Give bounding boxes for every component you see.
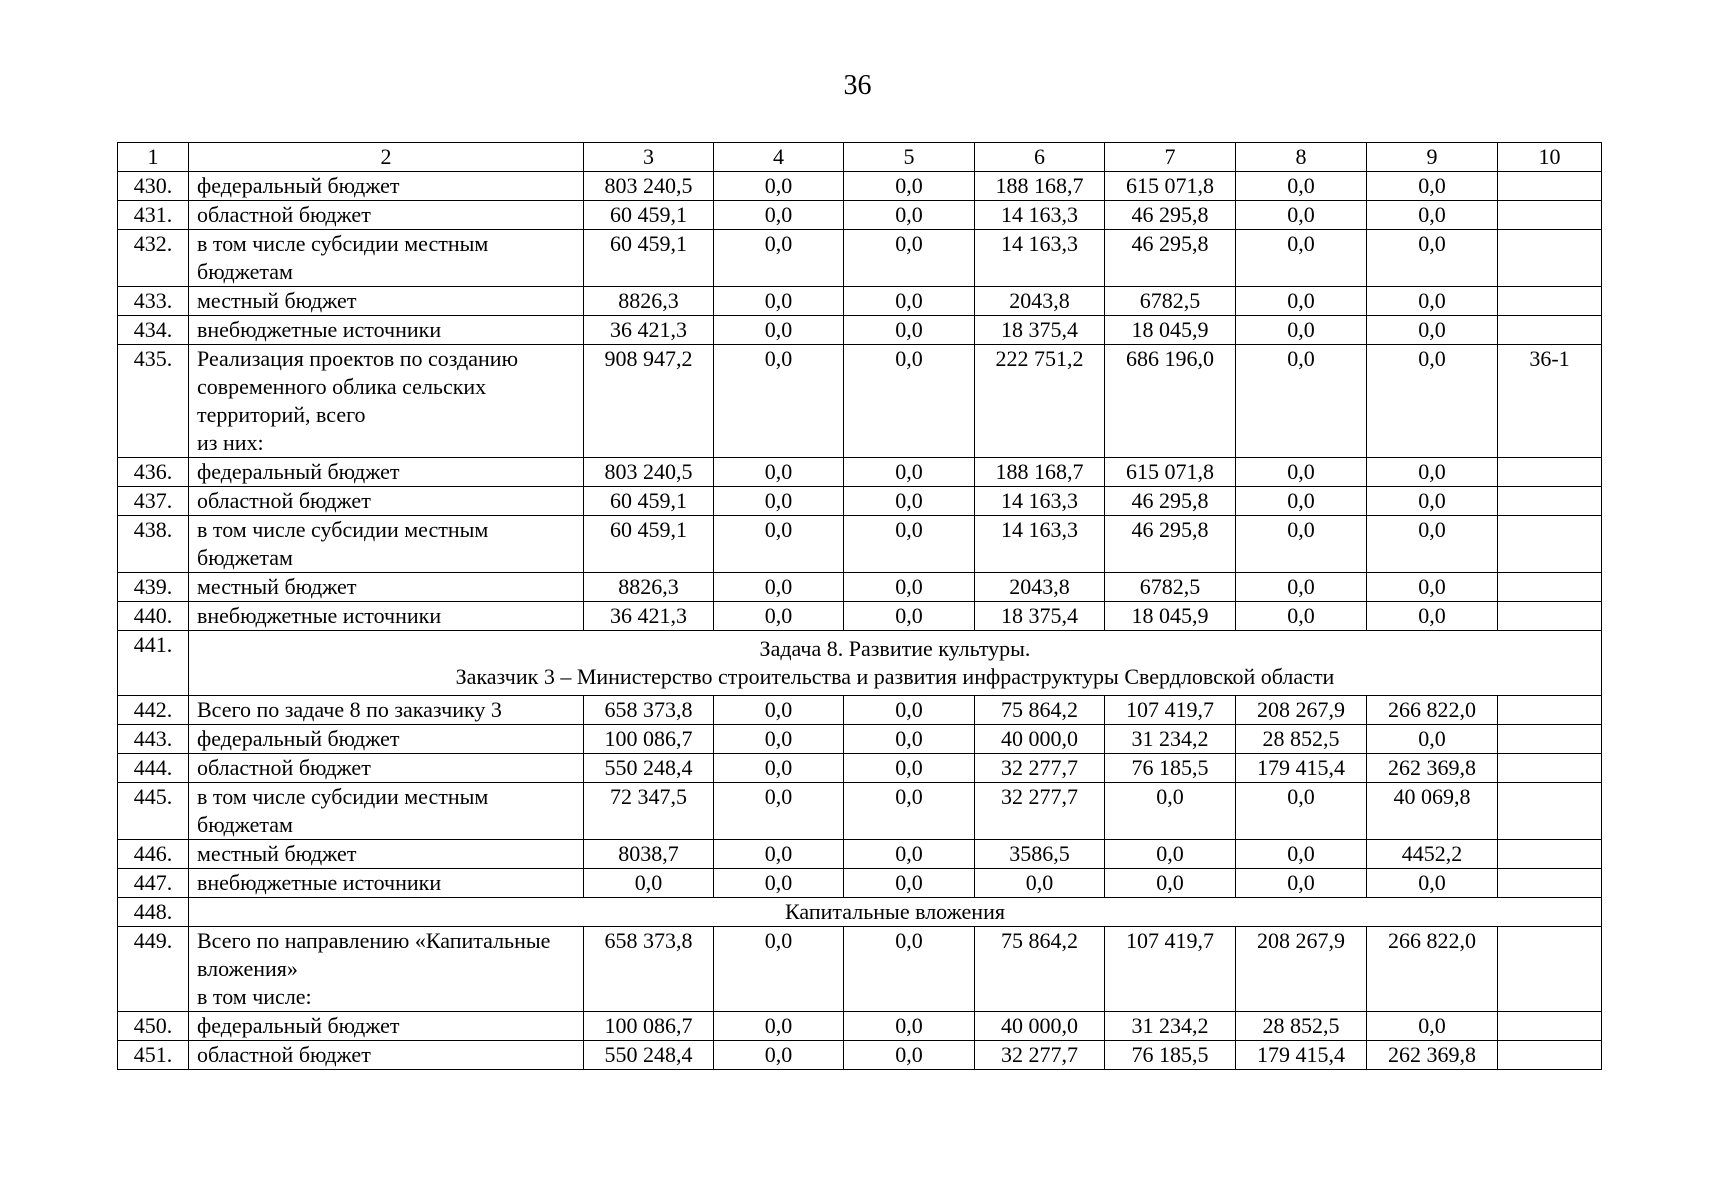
- value-cell: 0,0: [844, 927, 975, 1012]
- column-header: 5: [844, 143, 975, 172]
- row-name-cell: федеральный бюджет: [189, 725, 584, 754]
- value-cell: 0,0: [1236, 783, 1367, 840]
- value-cell: 76 185,5: [1105, 754, 1236, 783]
- value-cell: 0,0: [1367, 1012, 1498, 1041]
- note-cell: [1498, 230, 1602, 287]
- row-number-cell: 449.: [118, 927, 189, 1012]
- value-cell: 60 459,1: [584, 487, 714, 516]
- value-cell: 0,0: [1236, 602, 1367, 631]
- value-cell: 550 248,4: [584, 754, 714, 783]
- value-cell: 179 415,4: [1236, 754, 1367, 783]
- row-number-cell: 434.: [118, 316, 189, 345]
- value-cell: 18 045,9: [1105, 602, 1236, 631]
- row-number-cell: 447.: [118, 869, 189, 898]
- note-cell: [1498, 573, 1602, 602]
- value-cell: 14 163,3: [975, 201, 1105, 230]
- value-cell: 0,0: [584, 869, 714, 898]
- row-number-cell: 446.: [118, 840, 189, 869]
- column-header: 7: [1105, 143, 1236, 172]
- value-cell: 6782,5: [1105, 287, 1236, 316]
- value-cell: 0,0: [714, 458, 844, 487]
- row-name-cell: федеральный бюджет: [189, 1012, 584, 1041]
- note-cell: [1498, 201, 1602, 230]
- section-heading-cell: Задача 8. Развитие культуры. Заказчик 3 – Министерство строительства и развития инфраструктуры Свердловской области: [189, 631, 1602, 696]
- row-number-cell: 444.: [118, 754, 189, 783]
- row-number-cell: 440.: [118, 602, 189, 631]
- value-cell: 0,0: [714, 287, 844, 316]
- value-cell: 40 000,0: [975, 1012, 1105, 1041]
- row-number-cell: 442.: [118, 696, 189, 725]
- note-cell: [1498, 927, 1602, 1012]
- table-row: [118, 927, 1602, 1012]
- note-cell: [1498, 754, 1602, 783]
- value-cell: 0,0: [844, 573, 975, 602]
- row-number-cell: 437.: [118, 487, 189, 516]
- table-row: [118, 602, 1602, 631]
- value-cell: 179 415,4: [1236, 1041, 1367, 1070]
- value-cell: 40 069,8: [1367, 783, 1498, 840]
- value-cell: 18 045,9: [1105, 316, 1236, 345]
- row-number-cell: 448.: [118, 898, 189, 927]
- page-number: 36: [843, 70, 872, 101]
- value-cell: 46 295,8: [1105, 487, 1236, 516]
- note-cell: [1498, 602, 1602, 631]
- value-cell: 0,0: [975, 869, 1105, 898]
- value-cell: 0,0: [714, 345, 844, 458]
- table-row: [118, 725, 1602, 754]
- value-cell: 0,0: [714, 230, 844, 287]
- value-cell: 0,0: [714, 316, 844, 345]
- table-row: [118, 696, 1602, 725]
- table-row: [118, 1012, 1602, 1041]
- value-cell: 0,0: [714, 783, 844, 840]
- row-name-cell: областной бюджет: [189, 1041, 584, 1070]
- value-cell: 0,0: [844, 287, 975, 316]
- value-cell: 0,0: [844, 1041, 975, 1070]
- value-cell: 262 369,8: [1367, 754, 1498, 783]
- table-row: [118, 316, 1602, 345]
- value-cell: 615 071,8: [1105, 458, 1236, 487]
- value-cell: 0,0: [844, 230, 975, 287]
- value-cell: 658 373,8: [584, 696, 714, 725]
- row-number-cell: 443.: [118, 725, 189, 754]
- column-header: 9: [1367, 143, 1498, 172]
- table-row: [118, 172, 1602, 201]
- row-number-cell: 450.: [118, 1012, 189, 1041]
- table-row: [118, 840, 1602, 869]
- value-cell: 40 000,0: [975, 725, 1105, 754]
- value-cell: 0,0: [1236, 869, 1367, 898]
- value-cell: 0,0: [1236, 172, 1367, 201]
- value-cell: 2043,8: [975, 573, 1105, 602]
- value-cell: 0,0: [1236, 201, 1367, 230]
- row-name-cell: областной бюджет: [189, 754, 584, 783]
- value-cell: 0,0: [714, 602, 844, 631]
- value-cell: 60 459,1: [584, 201, 714, 230]
- table-row: [118, 516, 1602, 573]
- note-cell: [1498, 316, 1602, 345]
- note-cell: [1498, 516, 1602, 573]
- row-number-cell: 432.: [118, 230, 189, 287]
- value-cell: 0,0: [1236, 487, 1367, 516]
- note-cell: [1498, 783, 1602, 840]
- value-cell: 0,0: [1367, 287, 1498, 316]
- row-name-cell: внебюджетные источники: [189, 316, 584, 345]
- column-header: 3: [584, 143, 714, 172]
- column-header: 2: [189, 143, 584, 172]
- note-cell: [1498, 1041, 1602, 1070]
- row-number-cell: 436.: [118, 458, 189, 487]
- value-cell: 32 277,7: [975, 754, 1105, 783]
- value-cell: 32 277,7: [975, 783, 1105, 840]
- value-cell: 0,0: [844, 696, 975, 725]
- value-cell: 28 852,5: [1236, 1012, 1367, 1041]
- value-cell: 0,0: [844, 840, 975, 869]
- note-cell: [1498, 725, 1602, 754]
- row-number-cell: 438.: [118, 516, 189, 573]
- table-body: [118, 172, 1602, 1070]
- header-row: [118, 143, 1602, 172]
- value-cell: 188 168,7: [975, 172, 1105, 201]
- column-header: 10: [1498, 143, 1602, 172]
- value-cell: 14 163,3: [975, 230, 1105, 287]
- row-number-cell: 435.: [118, 345, 189, 458]
- value-cell: 18 375,4: [975, 316, 1105, 345]
- row-number-cell: 439.: [118, 573, 189, 602]
- value-cell: 208 267,9: [1236, 696, 1367, 725]
- table-row: [118, 458, 1602, 487]
- table-row: [118, 345, 1602, 458]
- row-name-cell: внебюджетные источники: [189, 869, 584, 898]
- value-cell: 6782,5: [1105, 573, 1236, 602]
- table-row: [118, 898, 1602, 927]
- table-row: [118, 487, 1602, 516]
- table-row: [118, 754, 1602, 783]
- note-cell: [1498, 172, 1602, 201]
- value-cell: 100 086,7: [584, 725, 714, 754]
- row-name-cell: федеральный бюджет: [189, 458, 584, 487]
- value-cell: 550 248,4: [584, 1041, 714, 1070]
- column-header: 1: [118, 143, 189, 172]
- value-cell: 0,0: [1367, 516, 1498, 573]
- value-cell: 188 168,7: [975, 458, 1105, 487]
- value-cell: 4452,2: [1367, 840, 1498, 869]
- value-cell: 0,0: [844, 783, 975, 840]
- value-cell: 100 086,7: [584, 1012, 714, 1041]
- value-cell: 0,0: [714, 487, 844, 516]
- value-cell: 0,0: [1367, 201, 1498, 230]
- value-cell: 0,0: [1367, 458, 1498, 487]
- value-cell: 0,0: [1236, 458, 1367, 487]
- value-cell: 0,0: [1236, 230, 1367, 287]
- value-cell: 0,0: [1367, 602, 1498, 631]
- value-cell: 0,0: [1236, 316, 1367, 345]
- value-cell: 0,0: [1367, 869, 1498, 898]
- value-cell: 0,0: [844, 458, 975, 487]
- row-number-cell: 433.: [118, 287, 189, 316]
- value-cell: 615 071,8: [1105, 172, 1236, 201]
- value-cell: 8038,7: [584, 840, 714, 869]
- value-cell: 686 196,0: [1105, 345, 1236, 458]
- note-cell: [1498, 287, 1602, 316]
- value-cell: 0,0: [1236, 345, 1367, 458]
- value-cell: 0,0: [844, 487, 975, 516]
- row-number-cell: 441.: [118, 631, 189, 696]
- value-cell: 0,0: [1367, 573, 1498, 602]
- value-cell: 18 375,4: [975, 602, 1105, 631]
- value-cell: 36 421,3: [584, 316, 714, 345]
- value-cell: 0,0: [1367, 725, 1498, 754]
- value-cell: 803 240,5: [584, 172, 714, 201]
- value-cell: 803 240,5: [584, 458, 714, 487]
- value-cell: 266 822,0: [1367, 927, 1498, 1012]
- value-cell: 0,0: [1105, 869, 1236, 898]
- note-cell: [1498, 458, 1602, 487]
- value-cell: 0,0: [844, 754, 975, 783]
- table-row: [118, 230, 1602, 287]
- row-name-cell: областной бюджет: [189, 201, 584, 230]
- row-number-cell: 430.: [118, 172, 189, 201]
- value-cell: 0,0: [1236, 287, 1367, 316]
- value-cell: 0,0: [714, 927, 844, 1012]
- table-row: [118, 783, 1602, 840]
- value-cell: 2043,8: [975, 287, 1105, 316]
- value-cell: 0,0: [1367, 230, 1498, 287]
- value-cell: 0,0: [1105, 783, 1236, 840]
- value-cell: 46 295,8: [1105, 230, 1236, 287]
- note-cell: [1498, 1012, 1602, 1041]
- value-cell: 0,0: [1367, 172, 1498, 201]
- row-name-cell: местный бюджет: [189, 573, 584, 602]
- value-cell: 14 163,3: [975, 516, 1105, 573]
- value-cell: 0,0: [1367, 316, 1498, 345]
- value-cell: 0,0: [714, 201, 844, 230]
- value-cell: 908 947,2: [584, 345, 714, 458]
- row-number-cell: 445.: [118, 783, 189, 840]
- value-cell: 36 421,3: [584, 602, 714, 631]
- value-cell: 0,0: [714, 516, 844, 573]
- column-header: 8: [1236, 143, 1367, 172]
- value-cell: 8826,3: [584, 573, 714, 602]
- table-row: [118, 1041, 1602, 1070]
- value-cell: 0,0: [714, 869, 844, 898]
- note-cell: [1498, 696, 1602, 725]
- row-name-cell: местный бюджет: [189, 840, 584, 869]
- column-header: 4: [714, 143, 844, 172]
- value-cell: 46 295,8: [1105, 201, 1236, 230]
- column-header: 6: [975, 143, 1105, 172]
- value-cell: 60 459,1: [584, 516, 714, 573]
- value-cell: 0,0: [844, 172, 975, 201]
- value-cell: 262 369,8: [1367, 1041, 1498, 1070]
- row-name-cell: в том числе субсидии местным бюджетам: [189, 516, 584, 573]
- value-cell: 658 373,8: [584, 927, 714, 1012]
- value-cell: 0,0: [844, 316, 975, 345]
- value-cell: 0,0: [844, 345, 975, 458]
- row-name-cell: Реализация проектов по созданию современного облика сельских территорий, всего из них:: [189, 345, 584, 458]
- subsection-heading-cell: Капитальные вложения: [189, 898, 1602, 927]
- value-cell: 31 234,2: [1105, 1012, 1236, 1041]
- row-name-cell: в том числе субсидии местным бюджетам: [189, 783, 584, 840]
- value-cell: 60 459,1: [584, 230, 714, 287]
- value-cell: 0,0: [714, 725, 844, 754]
- value-cell: 0,0: [844, 602, 975, 631]
- table-row: [118, 201, 1602, 230]
- note-cell: [1498, 869, 1602, 898]
- value-cell: 107 419,7: [1105, 696, 1236, 725]
- value-cell: 8826,3: [584, 287, 714, 316]
- row-name-cell: Всего по задаче 8 по заказчику 3: [189, 696, 584, 725]
- value-cell: 0,0: [714, 696, 844, 725]
- value-cell: 32 277,7: [975, 1041, 1105, 1070]
- value-cell: 75 864,2: [975, 696, 1105, 725]
- row-name-cell: в том числе субсидии местным бюджетам: [189, 230, 584, 287]
- row-name-cell: Всего по направлению «Капитальные вложения» в том числе:: [189, 927, 584, 1012]
- value-cell: 266 822,0: [1367, 696, 1498, 725]
- row-number-cell: 431.: [118, 201, 189, 230]
- value-cell: 107 419,7: [1105, 927, 1236, 1012]
- value-cell: 0,0: [844, 725, 975, 754]
- value-cell: 31 234,2: [1105, 725, 1236, 754]
- value-cell: 0,0: [714, 1012, 844, 1041]
- value-cell: 0,0: [1236, 573, 1367, 602]
- note-cell: 36-1: [1498, 345, 1602, 458]
- value-cell: 0,0: [1367, 345, 1498, 458]
- value-cell: 28 852,5: [1236, 725, 1367, 754]
- value-cell: 76 185,5: [1105, 1041, 1236, 1070]
- value-cell: 72 347,5: [584, 783, 714, 840]
- value-cell: 0,0: [1367, 487, 1498, 516]
- note-cell: [1498, 487, 1602, 516]
- value-cell: 75 864,2: [975, 927, 1105, 1012]
- row-number-cell: 451.: [118, 1041, 189, 1070]
- note-cell: [1498, 840, 1602, 869]
- row-name-cell: областной бюджет: [189, 487, 584, 516]
- value-cell: 0,0: [714, 573, 844, 602]
- value-cell: 0,0: [1105, 840, 1236, 869]
- table-row: [118, 869, 1602, 898]
- value-cell: 0,0: [714, 1041, 844, 1070]
- table-row: [118, 631, 1602, 696]
- value-cell: 222 751,2: [975, 345, 1105, 458]
- value-cell: 46 295,8: [1105, 516, 1236, 573]
- row-name-cell: местный бюджет: [189, 287, 584, 316]
- value-cell: 0,0: [1236, 840, 1367, 869]
- value-cell: 3586,5: [975, 840, 1105, 869]
- value-cell: 0,0: [714, 840, 844, 869]
- value-cell: 0,0: [844, 869, 975, 898]
- table-row: [118, 573, 1602, 602]
- value-cell: 0,0: [844, 516, 975, 573]
- row-name-cell: федеральный бюджет: [189, 172, 584, 201]
- value-cell: 0,0: [844, 1012, 975, 1041]
- value-cell: 0,0: [714, 754, 844, 783]
- budget-table: [117, 142, 1602, 1070]
- row-name-cell: внебюджетные источники: [189, 602, 584, 631]
- value-cell: 208 267,9: [1236, 927, 1367, 1012]
- value-cell: 0,0: [714, 172, 844, 201]
- value-cell: 14 163,3: [975, 487, 1105, 516]
- value-cell: 0,0: [844, 201, 975, 230]
- value-cell: 0,0: [1236, 516, 1367, 573]
- table-row: [118, 287, 1602, 316]
